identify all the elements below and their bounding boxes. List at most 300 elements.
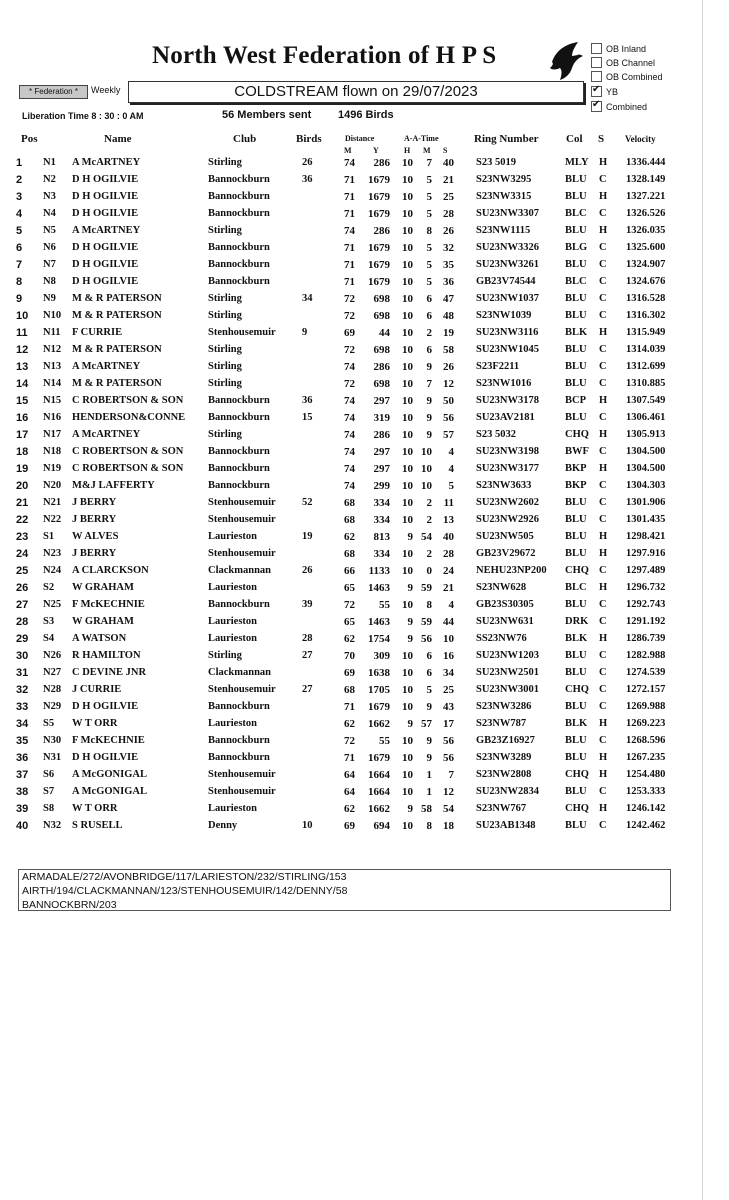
table-row xyxy=(0,378,729,395)
option-yb[interactable] xyxy=(591,87,618,98)
row-distance-miles: 62 xyxy=(344,633,355,645)
row-time-hours: 10 xyxy=(402,276,413,288)
row-sex: C xyxy=(599,276,607,287)
header-pos: Pos xyxy=(21,133,38,145)
row-position: 5 xyxy=(16,225,23,237)
row-time-hours: 9 xyxy=(407,803,413,815)
row-ring-number: S23NW1115 xyxy=(476,225,531,236)
row-ring-number: SU23NW3177 xyxy=(476,463,540,474)
table-row xyxy=(0,344,729,361)
row-name: A McARTNEY xyxy=(72,225,141,236)
row-velocity: 1267.235 xyxy=(626,752,666,763)
ob-inland-checkbox[interactable] xyxy=(591,43,602,54)
row-section-place: N14 xyxy=(43,378,62,389)
row-time-minutes: 10 xyxy=(421,463,432,475)
row-time-minutes: 0 xyxy=(426,565,432,577)
row-ring-number: SU23AB1348 xyxy=(476,820,536,831)
table-row xyxy=(0,497,729,514)
row-velocity: 1316.302 xyxy=(626,310,666,321)
row-ring-number: SU23NW631 xyxy=(476,616,534,627)
row-time-seconds: 25 xyxy=(443,191,454,203)
row-birds: 27 xyxy=(302,684,313,695)
row-velocity: 1316.528 xyxy=(626,293,666,304)
row-velocity: 1242.462 xyxy=(626,820,666,831)
row-position: 1 xyxy=(16,157,23,169)
row-birds: 28 xyxy=(302,633,313,644)
row-time-minutes: 6 xyxy=(426,344,432,356)
row-birds: 52 xyxy=(302,497,313,508)
row-club: Bannockburn xyxy=(208,446,270,457)
row-name: D H OGILVIE xyxy=(72,242,139,253)
row-position: 9 xyxy=(16,293,23,305)
row-time-seconds: 28 xyxy=(443,548,454,560)
row-section-place: N17 xyxy=(43,429,62,440)
row-club: Laurieston xyxy=(208,531,258,542)
row-position: 33 xyxy=(16,701,29,713)
row-section-place: N4 xyxy=(43,208,56,219)
row-club: Bannockburn xyxy=(208,276,270,287)
row-club: Denny xyxy=(208,820,238,831)
row-distance-yards: 1679 xyxy=(368,752,390,764)
row-birds: 10 xyxy=(302,820,313,831)
row-time-seconds: 43 xyxy=(443,701,454,713)
row-distance-miles: 71 xyxy=(344,191,355,203)
row-club: Stenhousemuir xyxy=(208,514,276,525)
row-sex: H xyxy=(599,429,608,440)
row-distance-miles: 72 xyxy=(344,599,355,611)
row-colour: BLK xyxy=(565,327,588,338)
table-row xyxy=(0,446,729,463)
table-row xyxy=(0,293,729,310)
row-ring-number: NEHU23NP200 xyxy=(476,565,547,576)
row-section-place: N30 xyxy=(43,735,62,746)
header-time-m: M xyxy=(423,146,431,155)
row-sex: H xyxy=(599,395,608,406)
row-time-seconds: 28 xyxy=(443,208,454,220)
row-time-minutes: 59 xyxy=(421,616,432,628)
row-distance-miles: 71 xyxy=(344,174,355,186)
row-colour: BLU xyxy=(565,701,587,712)
row-club: Stenhousemuir xyxy=(208,327,276,338)
row-distance-miles: 64 xyxy=(344,769,355,781)
row-velocity: 1306.461 xyxy=(626,412,666,423)
row-time-hours: 10 xyxy=(402,497,413,509)
row-time-seconds: 5 xyxy=(448,480,454,492)
row-name: M & R PATERSON xyxy=(72,310,162,321)
row-colour: CHQ xyxy=(565,429,589,440)
row-colour: MLY xyxy=(565,157,589,168)
club-totals-box xyxy=(18,869,671,911)
row-velocity: 1305.913 xyxy=(626,429,666,440)
row-time-hours: 10 xyxy=(402,667,413,679)
row-colour: BLK xyxy=(565,633,588,644)
row-time-minutes: 8 xyxy=(426,820,432,832)
row-section-place: N9 xyxy=(43,293,56,304)
row-colour: BLU xyxy=(565,735,587,746)
row-position: 39 xyxy=(16,803,29,815)
row-club: Laurieston xyxy=(208,582,258,593)
row-distance-yards: 1463 xyxy=(368,582,390,594)
row-name: A McARTNEY xyxy=(72,361,141,372)
row-name: F McKECHNIE xyxy=(72,599,145,610)
row-sex: C xyxy=(599,293,607,304)
row-time-minutes: 1 xyxy=(426,769,432,781)
row-section-place: S7 xyxy=(43,786,55,797)
header-name: Name xyxy=(104,133,132,145)
row-distance-miles: 74 xyxy=(344,463,355,475)
row-sex: C xyxy=(599,174,607,185)
row-time-minutes: 9 xyxy=(426,412,432,424)
row-velocity: 1328.149 xyxy=(626,174,666,185)
row-distance-miles: 74 xyxy=(344,157,355,169)
yb-checkbox[interactable] xyxy=(591,86,602,97)
row-sex: C xyxy=(599,565,607,576)
row-time-seconds: 44 xyxy=(443,616,454,628)
row-distance-miles: 62 xyxy=(344,803,355,815)
row-distance-miles: 65 xyxy=(344,616,355,628)
row-position: 31 xyxy=(16,667,29,679)
table-row xyxy=(0,667,729,684)
row-club: Stenhousemuir xyxy=(208,786,276,797)
row-distance-yards: 1638 xyxy=(368,667,390,679)
row-club: Stirling xyxy=(208,378,242,389)
row-name: A McARTNEY xyxy=(72,429,141,440)
row-section-place: N25 xyxy=(43,599,62,610)
row-section-place: S3 xyxy=(43,616,55,627)
row-ring-number: S23NW3633 xyxy=(476,480,532,491)
row-distance-miles: 71 xyxy=(344,701,355,713)
row-ring-number: S23NW767 xyxy=(476,803,527,814)
row-name: C DEVINE JNR xyxy=(72,667,147,678)
row-time-minutes: 6 xyxy=(426,650,432,662)
row-distance-yards: 55 xyxy=(379,735,390,747)
row-time-minutes: 6 xyxy=(426,667,432,679)
row-distance-yards: 334 xyxy=(373,497,390,509)
table-row xyxy=(0,208,729,225)
row-time-hours: 10 xyxy=(402,174,413,186)
row-distance-yards: 55 xyxy=(379,599,390,611)
row-position: 8 xyxy=(16,276,23,288)
table-row xyxy=(0,174,729,191)
row-club: Bannockburn xyxy=(208,480,270,491)
row-position: 13 xyxy=(16,361,29,373)
row-time-hours: 10 xyxy=(402,191,413,203)
table-row xyxy=(0,463,729,480)
table-row xyxy=(0,803,729,820)
row-time-hours: 10 xyxy=(402,820,413,832)
row-sex: H xyxy=(599,157,608,168)
row-time-seconds: 10 xyxy=(443,633,454,645)
row-time-minutes: 56 xyxy=(421,633,432,645)
row-time-minutes: 9 xyxy=(426,701,432,713)
row-name: A WATSON xyxy=(72,633,127,644)
header-club: Club xyxy=(233,133,257,145)
row-velocity: 1324.676 xyxy=(626,276,666,287)
row-colour: BLG xyxy=(565,242,588,253)
row-time-minutes: 9 xyxy=(426,752,432,764)
row-sex: C xyxy=(599,480,607,491)
row-time-seconds: 21 xyxy=(443,582,454,594)
row-section-place: N12 xyxy=(43,344,62,355)
row-time-hours: 10 xyxy=(402,412,413,424)
row-distance-yards: 813 xyxy=(373,531,390,543)
row-time-seconds: 32 xyxy=(443,242,454,254)
header-time-h: H xyxy=(404,146,411,155)
row-sex: C xyxy=(599,684,607,695)
row-distance-miles: 71 xyxy=(344,208,355,220)
row-club: Bannockburn xyxy=(208,412,270,423)
row-velocity: 1269.223 xyxy=(626,718,666,729)
row-distance-yards: 1662 xyxy=(368,803,390,815)
row-birds: 27 xyxy=(302,650,313,661)
row-colour: BLU xyxy=(565,293,587,304)
row-sex: C xyxy=(599,786,607,797)
row-distance-yards: 698 xyxy=(373,310,390,322)
row-time-minutes: 2 xyxy=(426,327,432,339)
row-name: D H OGILVIE xyxy=(72,191,139,202)
row-sex: C xyxy=(599,616,607,627)
row-position: 38 xyxy=(16,786,29,798)
club-totals-line: ARMADALE/272/AVONBRIDGE/117/LARIESTON/232/STIRLING/153 xyxy=(22,871,347,883)
row-time-hours: 9 xyxy=(407,531,413,543)
option-ob-combined[interactable] xyxy=(591,72,663,83)
row-colour: BLU xyxy=(565,344,587,355)
row-ring-number: SU23NW1045 xyxy=(476,344,540,355)
row-time-seconds: 40 xyxy=(443,157,454,169)
row-time-seconds: 16 xyxy=(443,650,454,662)
yb-label: YB xyxy=(606,87,619,97)
row-name: S RUSELL xyxy=(72,820,123,831)
table-row xyxy=(0,718,729,735)
row-distance-yards: 1679 xyxy=(368,701,390,713)
row-name: A McARTNEY xyxy=(72,157,141,168)
row-club: Stirling xyxy=(208,344,242,355)
table-row xyxy=(0,480,729,497)
row-club: Clackmannan xyxy=(208,667,272,678)
row-section-place: S1 xyxy=(43,531,55,542)
row-velocity: 1304.303 xyxy=(626,480,666,491)
table-row xyxy=(0,191,729,208)
row-sex: H xyxy=(599,718,608,729)
row-position: 37 xyxy=(16,769,29,781)
row-distance-yards: 1679 xyxy=(368,208,390,220)
row-sex: C xyxy=(599,514,607,525)
row-distance-miles: 71 xyxy=(344,752,355,764)
row-position: 29 xyxy=(16,633,29,645)
pigeon-logo-icon xyxy=(548,40,584,82)
row-distance-miles: 72 xyxy=(344,344,355,356)
row-time-hours: 10 xyxy=(402,327,413,339)
row-position: 7 xyxy=(16,259,23,271)
row-section-place: N28 xyxy=(43,684,62,695)
row-time-seconds: 34 xyxy=(443,667,454,679)
row-sex: C xyxy=(599,446,607,457)
row-ring-number: SU23NW3307 xyxy=(476,208,540,219)
row-club: Bannockburn xyxy=(208,463,270,474)
row-ring-number: S23 5032 xyxy=(476,429,516,440)
combined-checkbox[interactable] xyxy=(591,101,602,112)
club-totals-line: AIRTH/194/CLACKMANNAN/123/STENHOUSEMUIR/142/DENNY/58 xyxy=(22,885,348,897)
row-name: D H OGILVIE xyxy=(72,752,139,763)
row-sex: H xyxy=(599,803,608,814)
row-ring-number: S23NW2808 xyxy=(476,769,532,780)
table-row xyxy=(0,735,729,752)
row-time-minutes: 2 xyxy=(426,548,432,560)
row-time-hours: 10 xyxy=(402,259,413,271)
row-distance-miles: 68 xyxy=(344,684,355,696)
ob-combined-checkbox[interactable] xyxy=(591,71,602,82)
table-row xyxy=(0,650,729,667)
federation-button[interactable]: * Federation * xyxy=(19,85,88,99)
row-name: D H OGILVIE xyxy=(72,701,139,712)
row-birds: 26 xyxy=(302,157,313,168)
row-distance-yards: 694 xyxy=(373,820,390,832)
row-section-place: N11 xyxy=(43,327,61,338)
row-section-place: N31 xyxy=(43,752,62,763)
row-distance-miles: 69 xyxy=(344,820,355,832)
row-colour: BLU xyxy=(565,225,587,236)
header-dist-y: Y xyxy=(373,146,379,155)
row-name: C ROBERTSON & SON xyxy=(72,463,184,474)
row-distance-yards: 1664 xyxy=(368,769,390,781)
ob-inland-label: OB Inland xyxy=(606,44,647,54)
combined-label: Combined xyxy=(606,102,648,112)
row-birds: 15 xyxy=(302,412,313,423)
ob-combined-label: OB Combined xyxy=(606,72,663,82)
row-club: Laurieston xyxy=(208,616,258,627)
row-sex: C xyxy=(599,361,607,372)
row-time-hours: 10 xyxy=(402,514,413,526)
row-birds: 9 xyxy=(302,327,308,338)
row-time-seconds: 54 xyxy=(443,803,454,815)
row-time-hours: 9 xyxy=(407,582,413,594)
row-distance-miles: 69 xyxy=(344,667,355,679)
table-row xyxy=(0,769,729,786)
row-time-hours: 10 xyxy=(402,701,413,713)
option-combined[interactable] xyxy=(591,102,647,113)
row-distance-miles: 65 xyxy=(344,582,355,594)
row-position: 30 xyxy=(16,650,29,662)
row-distance-yards: 1679 xyxy=(368,242,390,254)
row-velocity: 1301.435 xyxy=(626,514,666,525)
row-section-place: N8 xyxy=(43,276,56,287)
row-distance-miles: 72 xyxy=(344,293,355,305)
row-distance-miles: 70 xyxy=(344,650,355,662)
header-col: Col xyxy=(566,133,583,145)
row-time-minutes: 5 xyxy=(426,259,432,271)
row-velocity: 1336.444 xyxy=(626,157,666,168)
row-colour: DRK xyxy=(565,616,589,627)
row-distance-yards: 1679 xyxy=(368,191,390,203)
header-velocity: Velocity xyxy=(625,134,656,144)
table-row xyxy=(0,786,729,803)
row-velocity: 1301.906 xyxy=(626,497,666,508)
row-name: F CURRIE xyxy=(72,327,123,338)
row-time-seconds: 48 xyxy=(443,310,454,322)
row-club: Bannockburn xyxy=(208,599,270,610)
row-distance-yards: 1754 xyxy=(368,633,390,645)
option-ob-channel[interactable] xyxy=(591,58,655,69)
row-time-minutes: 9 xyxy=(426,429,432,441)
row-sex: C xyxy=(599,701,607,712)
row-ring-number: GB23Z16927 xyxy=(476,735,535,746)
row-colour: BLC xyxy=(565,208,587,219)
row-position: 20 xyxy=(16,480,29,492)
row-time-minutes: 5 xyxy=(426,242,432,254)
row-ring-number: SU23NW2834 xyxy=(476,786,540,797)
row-colour: CHQ xyxy=(565,684,589,695)
row-distance-yards: 1679 xyxy=(368,276,390,288)
table-row xyxy=(0,599,729,616)
row-section-place: N26 xyxy=(43,650,62,661)
row-section-place: S2 xyxy=(43,582,55,593)
option-ob-inland[interactable] xyxy=(591,44,646,55)
table-row xyxy=(0,531,729,548)
row-name: F McKECHNIE xyxy=(72,735,145,746)
row-distance-miles: 74 xyxy=(344,361,355,373)
row-time-minutes: 5 xyxy=(426,684,432,696)
row-distance-yards: 698 xyxy=(373,344,390,356)
row-ring-number: SU23NW2501 xyxy=(476,667,540,678)
table-row xyxy=(0,429,729,446)
row-sex: H xyxy=(599,633,608,644)
row-time-minutes: 7 xyxy=(426,157,432,169)
row-colour: BLU xyxy=(565,191,587,202)
row-name: HENDERSON&CONNE xyxy=(72,412,186,423)
row-position: 28 xyxy=(16,616,29,628)
row-distance-yards: 44 xyxy=(379,327,390,339)
row-colour: BLC xyxy=(565,276,587,287)
row-distance-yards: 698 xyxy=(373,378,390,390)
row-position: 27 xyxy=(16,599,29,611)
table-row xyxy=(0,310,729,327)
row-velocity: 1312.699 xyxy=(626,361,666,372)
row-time-seconds: 56 xyxy=(443,735,454,747)
row-time-hours: 10 xyxy=(402,650,413,662)
row-time-seconds: 7 xyxy=(448,769,454,781)
row-time-minutes: 7 xyxy=(426,378,432,390)
table-row xyxy=(0,361,729,378)
row-velocity: 1326.035 xyxy=(626,225,666,236)
row-colour: BLU xyxy=(565,599,587,610)
row-distance-miles: 74 xyxy=(344,412,355,424)
row-velocity: 1307.549 xyxy=(626,395,666,406)
row-distance-yards: 309 xyxy=(373,650,390,662)
row-name: J BERRY xyxy=(72,548,117,559)
row-time-hours: 9 xyxy=(407,718,413,730)
row-time-minutes: 10 xyxy=(421,446,432,458)
ob-channel-checkbox[interactable] xyxy=(591,57,602,68)
row-ring-number: S23NW1016 xyxy=(476,378,532,389)
row-sex: H xyxy=(599,225,608,236)
row-club: Bannockburn xyxy=(208,259,270,270)
row-section-place: N32 xyxy=(43,820,62,831)
row-time-hours: 10 xyxy=(402,344,413,356)
row-club: Bannockburn xyxy=(208,395,270,406)
row-section-place: N24 xyxy=(43,565,62,576)
row-section-place: N1 xyxy=(43,157,56,168)
row-time-minutes: 10 xyxy=(421,480,432,492)
row-section-place: N15 xyxy=(43,395,62,406)
row-velocity: 1327.221 xyxy=(626,191,666,202)
table-row xyxy=(0,157,729,174)
row-time-hours: 10 xyxy=(402,548,413,560)
row-time-hours: 10 xyxy=(402,769,413,781)
row-colour: BLC xyxy=(565,582,587,593)
row-distance-miles: 72 xyxy=(344,735,355,747)
row-section-place: S5 xyxy=(43,718,55,729)
row-colour: BLU xyxy=(565,497,587,508)
